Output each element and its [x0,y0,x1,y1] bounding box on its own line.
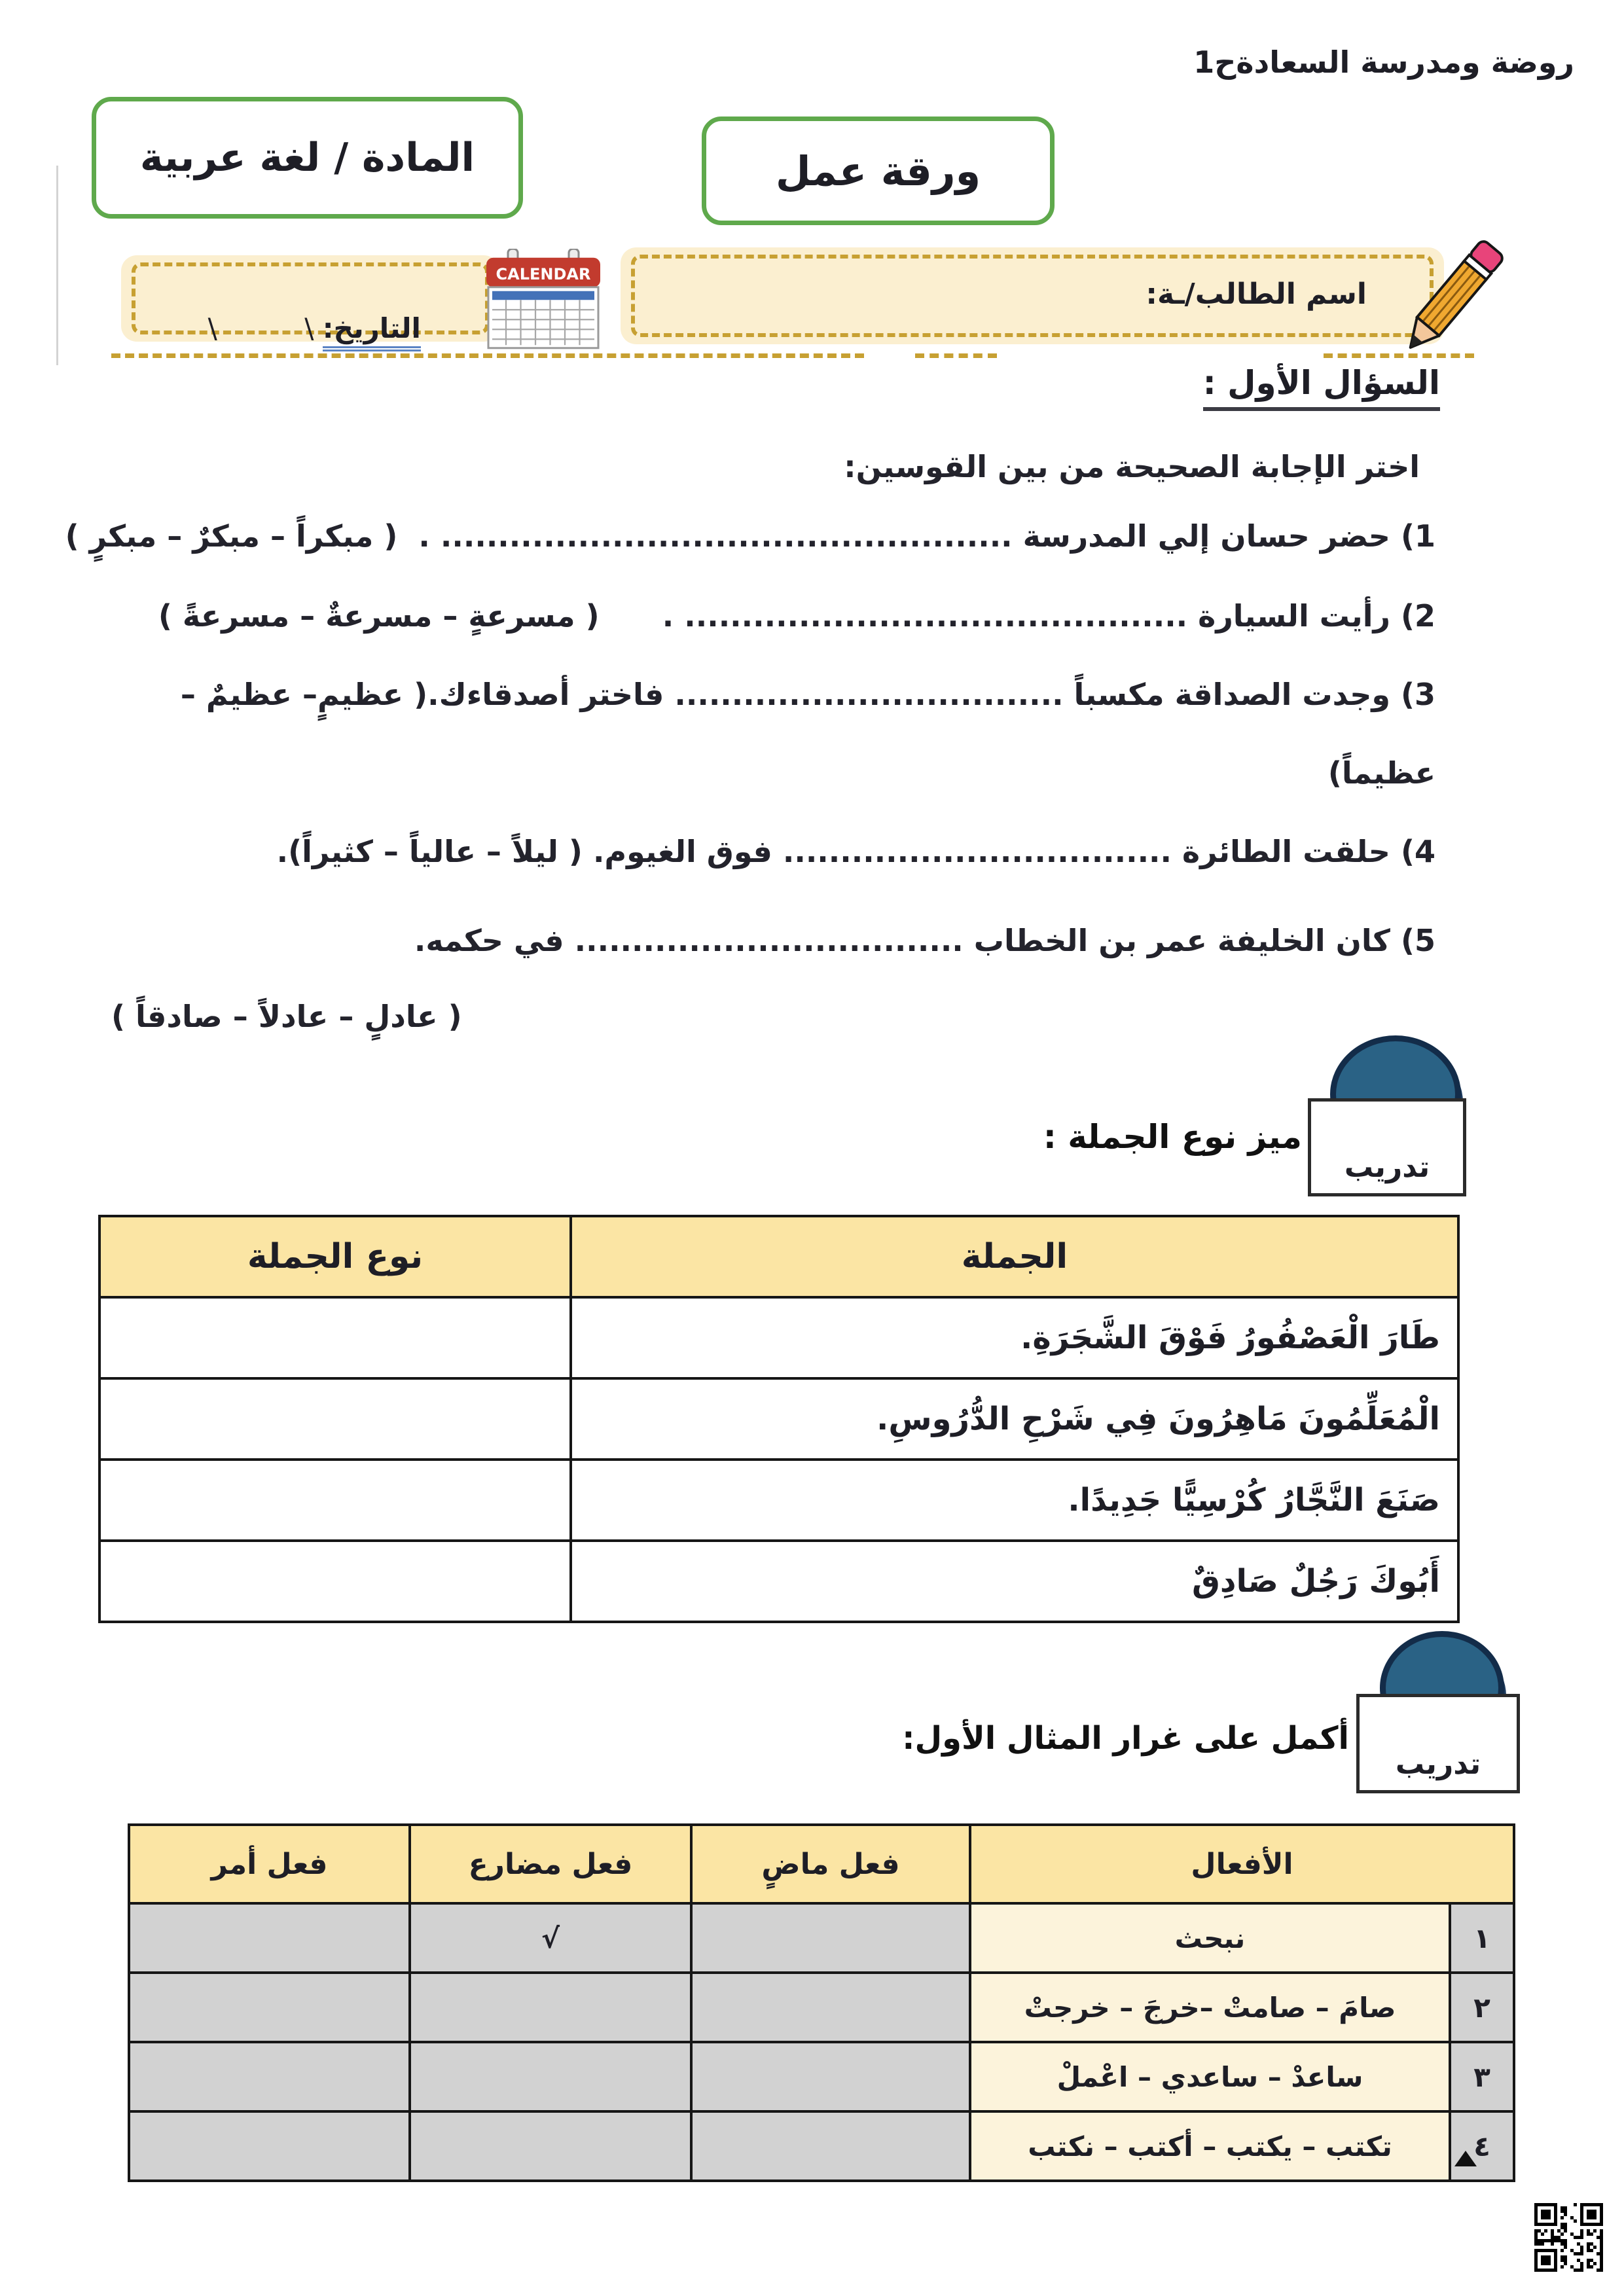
verbs-cell: صامَ – صامتْ –خرجَ – خرجتْ [970,1973,1450,2042]
dashed-separator-middle [915,353,997,358]
verbs-cell: تكتب – يكتب – أكتب – نكتب [970,2111,1450,2181]
imperative-answer-cell[interactable] [129,1973,410,2042]
type-answer-cell[interactable] [99,1460,571,1541]
type-answer-cell[interactable] [99,1541,571,1622]
triangle-marker [1454,2151,1477,2166]
type-answer-cell[interactable] [99,1297,571,1378]
table-header-row [129,1825,1514,1903]
question-1: 1) حضر حسان إلي المدرسة .................................................. . ( مبكراً – مبكرٌ – مبكرٍ ) [65,518,1435,554]
section-one-title: السؤال الأول : [1203,364,1440,411]
verb-forms-table [128,1823,1515,2182]
worksheet-title-box [702,117,1055,225]
training-badge-box-1 [1308,1098,1466,1196]
scan-artifact-line [56,166,58,365]
imperative-answer-cell[interactable] [129,2042,410,2111]
training-badge-label-2: تدريب [1395,1748,1481,1781]
column-header-imperative: فعل أمر [129,1825,410,1903]
past-answer-cell[interactable] [691,1973,970,2042]
calendar-icon-text: CALENDAR [496,264,591,283]
school-name: روضة ومدرسة السعادةح1 [1193,45,1574,80]
table-row [99,1378,1458,1460]
exercise-one-prompt: ميز نوع الجملة : [1043,1118,1302,1156]
sentence-cell: صَنَعَ النَّجَّارُ كُرْسِيًّا جَدِيدًا. [571,1460,1458,1541]
past-answer-cell[interactable] [691,2111,970,2181]
table-row [129,1903,1514,1973]
row-number: ١ [1450,1903,1514,1973]
sentence-cell: الْمُعَلِّمُونَ مَاهِرُونَ فِي شَرْحِ الدُّرُوسِ. [571,1378,1458,1460]
table-row [99,1460,1458,1541]
dashed-separator-left [111,353,864,358]
question-3-line2: عظيماً) [1327,755,1435,791]
date-value-blank[interactable]: \ \ [208,312,323,344]
past-answer-cell[interactable] [691,1903,970,1973]
row-number: ٢ [1450,1973,1514,2042]
qr-code [1534,2203,1603,2272]
student-name-label: اسم الطالب/ـة: [1146,278,1367,311]
training-badge-label-1: تدريب [1344,1151,1430,1184]
present-answer-cell[interactable] [410,2111,691,2181]
type-answer-cell[interactable] [99,1378,571,1460]
row-number: ٤ [1450,2111,1514,2181]
question-4: 4) حلقت الطائرة .................................. فوق الغيوم. ( ليلاً – عالياً – كثيراً). [276,834,1435,869]
question-3-line1: 3) وجدت الصداقة مكسباً .................................. فاختر أصدقاءك.( عظيمٍ– عظيمٌ – [180,677,1435,712]
subject-label: المادة / لغة عربية [139,135,475,181]
column-header-present: فعل مضارع [410,1825,691,1903]
column-header-past: فعل ماضٍ [691,1825,970,1903]
date-label: التاريخ: [323,312,421,351]
column-header-sentence: الجملة [571,1216,1458,1297]
past-answer-cell[interactable] [691,2042,970,2111]
pencil-icon [1368,226,1525,383]
table-row [99,1297,1458,1378]
column-header-verbs: الأفعال [970,1825,1514,1903]
present-answer-cell[interactable]: √ [410,1903,691,1973]
verbs-cell: نبحث [970,1903,1450,1973]
exercise-two-prompt: أكمل على غرار المثال الأول: [902,1720,1349,1757]
subject-box [92,97,523,219]
student-name-banner-box [621,247,1444,344]
question-5: 5) كان الخليفة عمر بن الخطاب .................................. في حكمه. [414,923,1435,958]
imperative-answer-cell[interactable] [129,2111,410,2181]
present-answer-cell[interactable] [410,2042,691,2111]
column-header-type: نوع الجملة [99,1216,571,1297]
training-badge-box-2 [1356,1694,1520,1793]
date-banner-box [121,255,499,342]
worksheet-title-label: ورقة عمل [775,147,981,195]
question-5-options: ( عادلٍ – عادلاً – صادقاً ) [111,999,462,1034]
verbs-cell: ساعدْ – ساعدي – اعْملْ [970,2042,1450,2111]
row-number: ٣ [1450,2042,1514,2111]
calendar-icon [484,249,602,352]
table-row [129,1973,1514,2042]
section-one-instruction: اختر الإجابة الصحيحة من بين القوسين: [844,449,1420,484]
sentence-cell: أَبُوكَ رَجُلٌ صَادِقٌ [571,1541,1458,1622]
table-header-row [99,1216,1458,1297]
table-row [99,1541,1458,1622]
sentence-cell: طَارَ الْعَصْفُورُ فَوْقَ الشَّجَرَةِ. [571,1297,1458,1378]
dashed-separator-right [1324,353,1474,358]
present-answer-cell[interactable] [410,1973,691,2042]
sentence-type-table [98,1215,1460,1623]
table-row [129,2042,1514,2111]
table-row [129,2111,1514,2181]
imperative-answer-cell[interactable] [129,1903,410,1973]
question-2: 2) رأيت السيارة ............................................ . ( مسرعةٍ – مسرعةٌ – مسرعةً ) [158,598,1435,634]
